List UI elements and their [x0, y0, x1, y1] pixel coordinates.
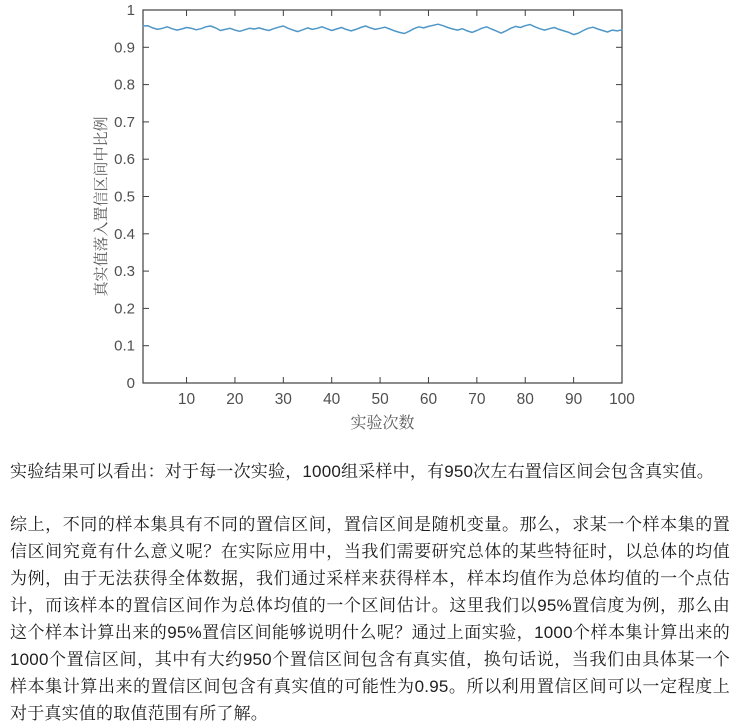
x-tick-label: 10	[177, 391, 196, 408]
y-tick-label: 0.5	[114, 188, 135, 206]
experiment-result-paragraph: 实验结果可以看出：对于每一次实验，1000组采样中，有950次左右置信区间会包含真实值。	[10, 462, 714, 481]
x-tick-label: 60	[419, 391, 438, 408]
plot-frame	[143, 10, 622, 383]
x-tick-label: 50	[371, 391, 389, 408]
y-tick-label: 0.7	[114, 113, 135, 131]
y-axis-label: 真实值落入置信区间中比例	[93, 116, 110, 297]
x-tick-label: 100	[609, 391, 635, 408]
y-tick-label: 0.1	[114, 337, 135, 355]
y-tick-label: 0.6	[114, 151, 135, 169]
y-tick-label: 0.2	[114, 300, 135, 318]
summary-paragraph: 综上，不同的样本集具有不同的置信区间，置信区间是随机变量。那么，求某一个样本集的置信区间究竟有什么意义呢？在实际应用中，当我们需要研究总体的某些特征时，以总体的均值为例，由于无法获得全体数据，我们通过采样来获得样本，样本均值作为总体均值的一个点估计，而该样本的置信区间作为总体均值的一个区间估计。这里我们以95%置信度为例，那么由这个样本计算出来的95%置信区间能够说明什么呢？通过上面实验，1000个样本集计算出来的1000个置信区间，其中有大约950个置信区间包含有真实值，换句话说，当我们由具体某一个样本集计算出来的置信区间包含有真实值的可能性为0.95。所以利用置信区间可以一定程度上对于真实值的取值范围有所了解。	[10, 515, 730, 723]
y-tick-label: 0	[126, 375, 135, 392]
series-line	[143, 24, 622, 34]
x-tick-label: 20	[226, 391, 244, 408]
y-tick-label: 0.9	[114, 39, 135, 57]
y-tick-label: 1	[126, 2, 135, 19]
x-tick-label: 90	[564, 391, 583, 408]
x-tick-label: 70	[468, 391, 486, 408]
y-tick-label: 0.3	[114, 263, 135, 281]
x-tick-label: 30	[274, 391, 292, 408]
x-tick-label: 40	[323, 391, 341, 408]
x-axis-label: 实验次数	[350, 415, 415, 430]
y-tick-label: 0.8	[114, 76, 135, 94]
x-tick-label: 80	[516, 391, 534, 408]
y-tick-label: 0.4	[114, 225, 135, 243]
